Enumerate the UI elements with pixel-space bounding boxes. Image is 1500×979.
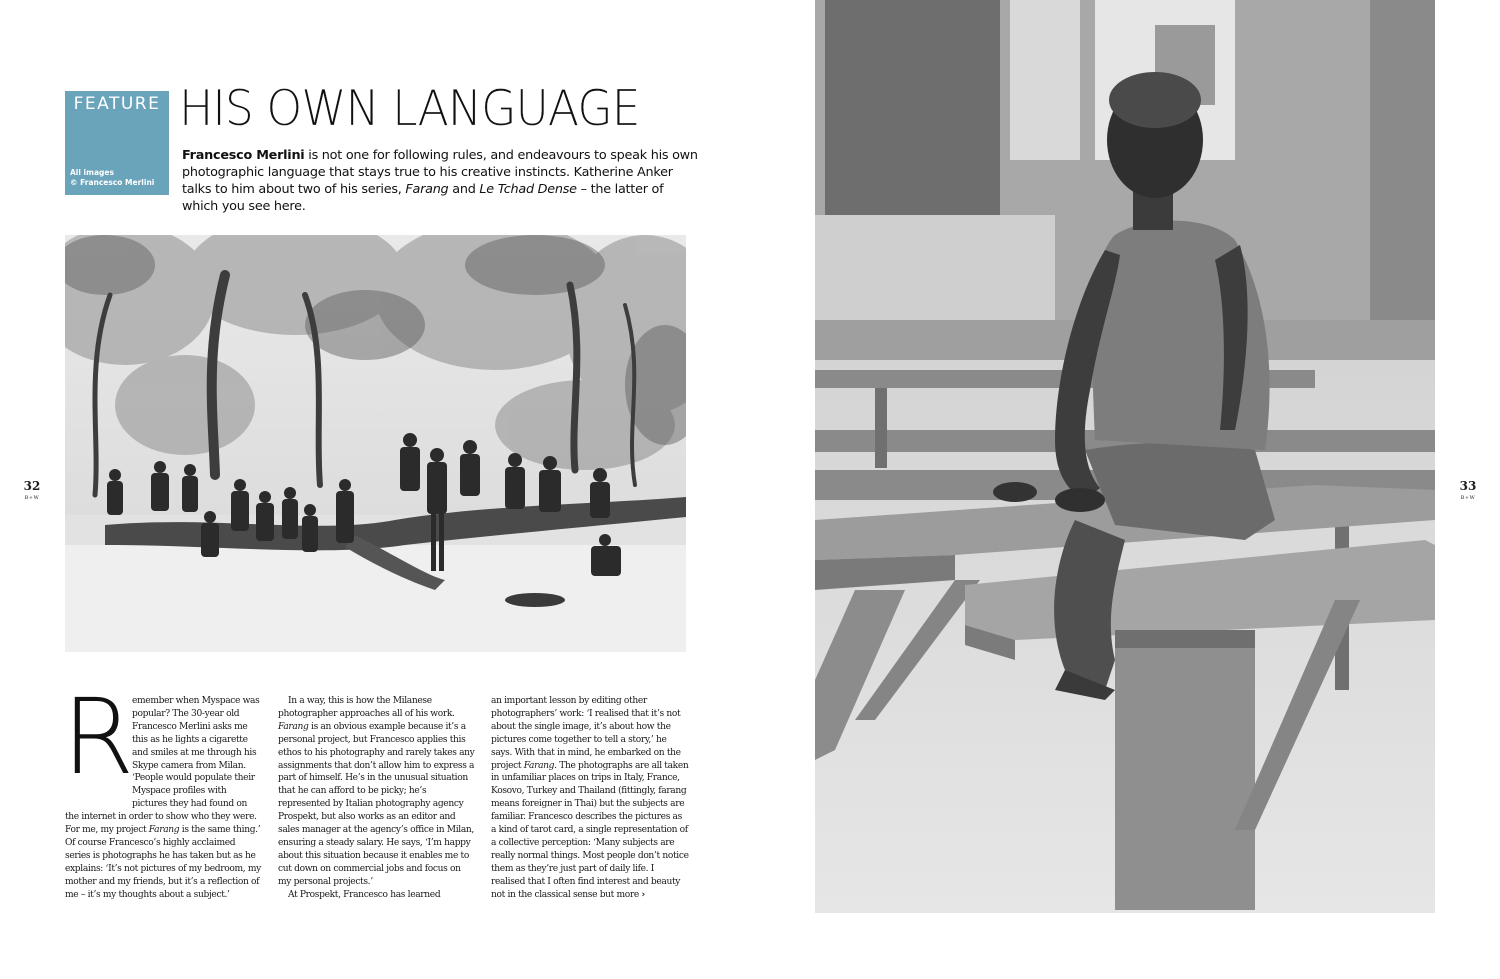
- body-col3-text-b: . The photographs are all taken in unfamiliar places on trips in Italy, France, Kosovo, Turkey and Thailand (fittingly, farang means foreigner in Thai) but the subjects are familiar. Francesco describes the pictures as a kind of tarot card, a single representation of a collective perception: ‘Many subjects are really normal things. Most people don’t notice them as they’re just part of daily life. I realised that I often find interest and beauty not in the classical sense but more: [491, 760, 689, 900]
- body-col1-text-a: emember when Myspace was popular? The 30-year old Francesco Merlini asks me this as he lights a cigarette and smiles at me through his Skype camera from Milan. ‘People would populate their Myspace profiles with pictures they had found on the internet in order to show who they were. For me, my project: [65, 696, 260, 836]
- drop-cap: R: [62, 676, 134, 798]
- feature-label: FEATURE: [73, 94, 161, 114]
- image-credit: [70, 168, 154, 188]
- standfirst: [182, 147, 702, 215]
- body-column-2: [278, 695, 476, 902]
- body-col2-paragraph-2: At Prospekt, Francesco has learned: [288, 889, 441, 900]
- standfirst-part1: is not one for following rules, and endeavours to speak his own photographic language that stays true to his creative instincts. Katherine Anker talks to him about two of his series,: [182, 148, 698, 197]
- page-number-left: [20, 480, 44, 504]
- article-headline: HIS OWN LANGUAGE: [179, 80, 640, 137]
- standfirst-part3: – the latter of which you see here.: [182, 182, 664, 214]
- page-number-left-mag: B+W: [24, 495, 40, 501]
- page-number-right: [1456, 480, 1480, 504]
- body-col1-italic: Farang: [148, 825, 180, 836]
- group-photo: [65, 235, 686, 652]
- page-number-right-value: 33: [1459, 479, 1477, 493]
- portrait-photo-illustration: [815, 0, 1435, 913]
- body-col2-italic: Farang: [278, 721, 309, 732]
- group-photo-illustration: [65, 235, 686, 652]
- standfirst-part2: and: [448, 182, 480, 197]
- image-credit-line2: © Francesco Merlini: [70, 178, 155, 187]
- continue-arrow-icon: ›: [641, 889, 645, 900]
- feature-tag: [65, 91, 169, 195]
- portrait-photo: [815, 0, 1435, 913]
- body-col3-text-a: an important lesson by editing other photographers’ work: ‘I realised that it’s not about the single image, it’s about how the pictures come together to tell a story,’ he says. With that in mind, he embarked on the project: [491, 696, 681, 771]
- standfirst-series2: Le Tchad Dense: [479, 182, 577, 197]
- body-col2-text-b: is an obvious example because it’s a personal project, but Francesco applies this ethos to his photography and rarely takes any assignments that don’t allow him to express a part of himself. He’s in the unusual situation that he can afford to be picky; he’s represented by Italian photography agency Prospekt, but also works as an editor and sales manager at the agency’s office in Milan, ensuring a steady salary. He says, ‘I’m happy about this situation because it enables me to cut down on commercial jobs and focus on my personal projects.’: [278, 721, 475, 887]
- body-col1-text-b: is the same thing.’ Of course Francesco’s highly acclaimed series is photographs he has taken but as he explains: ‘It’s not pictures of my bedroom, my mother and my friends, but it’s a reflection of me – it’s my thoughts about a subject.’: [65, 825, 261, 900]
- body-col3-italic: Farang: [523, 760, 555, 771]
- body-column-3: [491, 695, 689, 902]
- standfirst-series1: Farang: [405, 182, 449, 197]
- page-number-right-mag: B+W: [1460, 495, 1476, 501]
- body-col2-paragraph-1: [278, 695, 476, 889]
- page-number-left-value: 32: [23, 479, 41, 493]
- image-credit-line1: All images: [70, 168, 114, 177]
- body-column-1: [62, 676, 263, 902]
- body-col2-text-a: In a way, this is how the Milanese photographer approaches all of his work.: [278, 696, 455, 719]
- standfirst-name: Francesco Merlini: [182, 148, 305, 163]
